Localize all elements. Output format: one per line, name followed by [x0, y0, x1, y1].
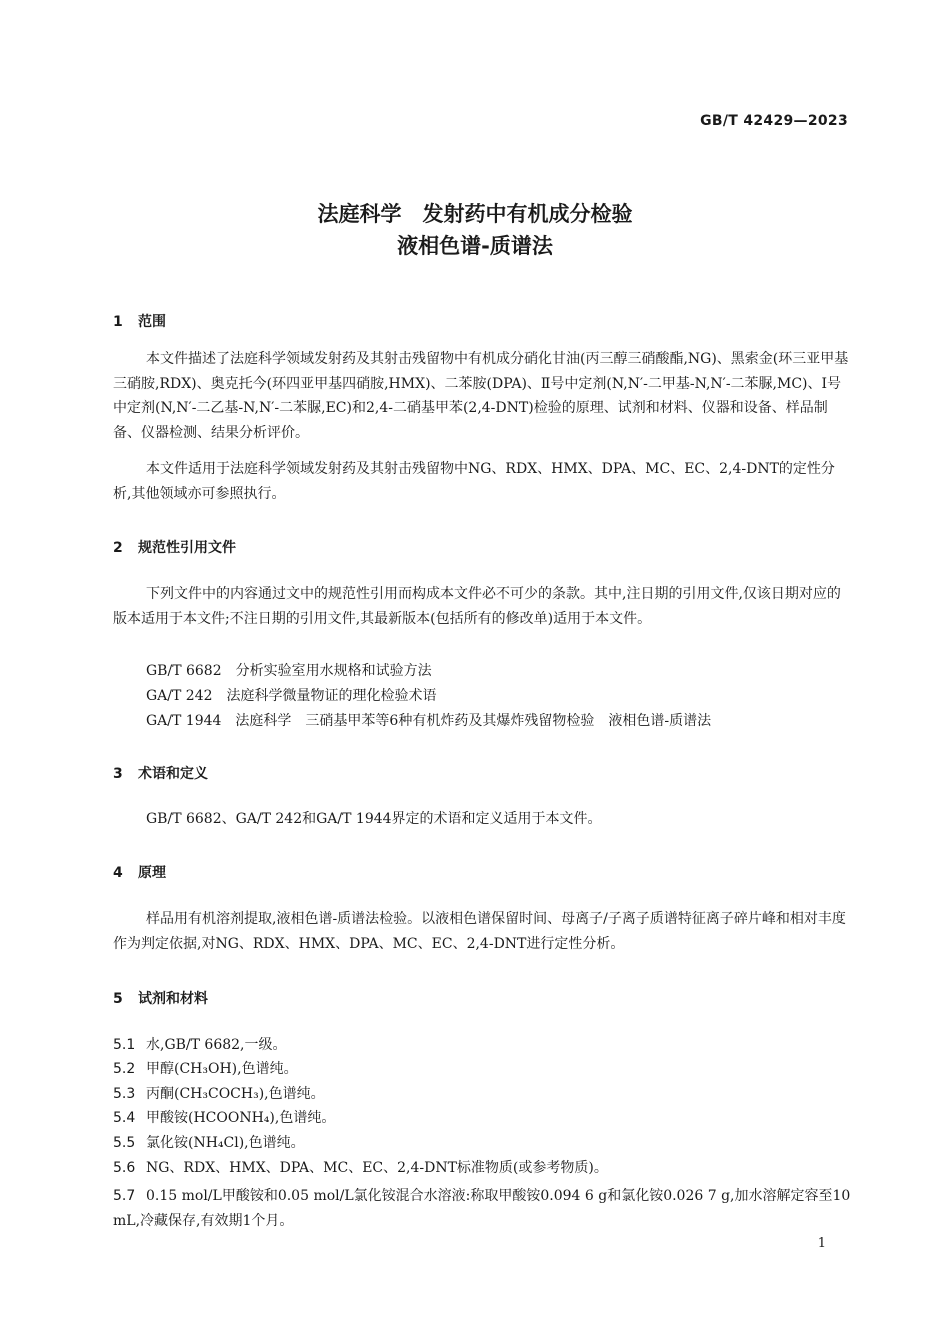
- reference-item: GB/T 6682 分析实验室用水规格和试验方法: [146, 663, 432, 679]
- section-number: 3: [113, 766, 123, 782]
- section-3-heading: [113, 763, 208, 783]
- item-number: 5.2: [113, 1061, 136, 1077]
- section-3-paragraph-1: GB/T 6682、GA/T 242和GA/T 1944界定的术语和定义适用于本文件。: [146, 811, 602, 827]
- section-2-paragraph-1: 下列文件中的内容通过文中的规范性引用而构成本文件必不可少的条款。其中,注日期的引用文件,仅该日期对应的版本适用于本文件;不注日期的引用文件,其最新版本(包括所有的修改单)适用于本文件。: [113, 586, 841, 627]
- item-number: 5.5: [113, 1135, 136, 1151]
- section-1-paragraph-1: 本文件描述了法庭科学领域发射药及其射击残留物中有机成分硝化甘油(丙三醇三硝酸酯,NG)、黑索金(环三亚甲基三硝胺,RDX)、奥克托今(环四亚甲基四硝胺,HMX)、二苯胺(DPA)、Ⅱ号中定剂(N,N′-二甲基-N,N′-二苯脲,MC)、Ⅰ号中定剂(N,N′-二乙基-N,N′-二苯脲,EC)和2,4-二硝基甲苯(2,4-DNT)检验的原理、试剂和材料、仪器和设备、样品制备、仪器检测、结果分析评价。: [113, 351, 849, 441]
- section-title: 术语和定义: [138, 766, 208, 782]
- document-subtitle: 液相色谱-质谱法: [397, 234, 553, 258]
- section-5-heading: [113, 988, 208, 1008]
- list-item: [113, 1082, 851, 1107]
- item-number: 5.6: [113, 1160, 136, 1176]
- section-title: 规范性引用文件: [138, 540, 236, 556]
- reference-item: GA/T 242 法庭科学微量物证的理化检验术语: [146, 688, 437, 704]
- section-title: 范围: [138, 314, 166, 330]
- item-text: 甲酸铵(HCOONH₄),色谱纯。: [146, 1110, 336, 1126]
- list-item: [113, 1184, 851, 1233]
- section-4-paragraph-1: 样品用有机溶剂提取,液相色谱-质谱法检验。以液相色谱保留时间、母离子/子离子质谱特征离子碎片峰和相对丰度作为判定依据,对NG、RDX、HMX、DPA、MC、EC、2,4-DNT进行定性分析。: [113, 911, 846, 952]
- item-number: 5.7: [113, 1188, 136, 1204]
- list-item: [113, 1131, 851, 1156]
- item-number: 5.4: [113, 1110, 136, 1126]
- section-number: 1: [113, 314, 123, 330]
- list-item: [113, 1106, 851, 1131]
- section-title: 原理: [138, 865, 166, 881]
- item-text: 0.15 mol/L甲酸铵和0.05 mol/L氯化铵混合水溶液:称取甲酸铵0.094 6 g和氯化铵0.026 7 g,加水溶解定容至10 mL,冷藏保存,有效期1个月。: [113, 1188, 851, 1229]
- section-1-heading: [113, 311, 166, 331]
- section-1-paragraph-2: 本文件适用于法庭科学领域发射药及其射击残留物中NG、RDX、HMX、DPA、MC、EC、2,4-DNT的定性分析,其他领域亦可参照执行。: [113, 461, 835, 502]
- section-number: 2: [113, 540, 123, 556]
- section-2-heading: [113, 537, 236, 557]
- reference-item: GA/T 1944 法庭科学 三硝基甲苯等6种有机炸药及其爆炸残留物检验 液相色谱-质谱法: [146, 713, 712, 729]
- item-number: 5.3: [113, 1086, 136, 1102]
- item-text: NG、RDX、HMX、DPA、MC、EC、2,4-DNT标准物质(或参考物质)。: [146, 1160, 608, 1176]
- list-item: [113, 1033, 851, 1058]
- item-text: 甲醇(CH₃OH),色谱纯。: [146, 1061, 298, 1077]
- list-item: [113, 1057, 851, 1082]
- section-4-heading: [113, 862, 166, 882]
- item-text: 氯化铵(NH₄Cl),色谱纯。: [146, 1135, 305, 1151]
- document-title: 法庭科学 发射药中有机成分检验: [317, 202, 633, 226]
- list-item: [113, 1156, 851, 1181]
- item-text: 水,GB/T 6682,一级。: [146, 1037, 287, 1053]
- standard-code: GB/T 42429—2023: [700, 113, 848, 129]
- item-text: 丙酮(CH₃COCH₃),色谱纯。: [146, 1086, 325, 1102]
- section-title: 试剂和材料: [138, 991, 208, 1007]
- item-number: 5.1: [113, 1037, 136, 1053]
- page-number: 1: [817, 1236, 826, 1251]
- section-number: 4: [113, 865, 123, 881]
- section-number: 5: [113, 991, 123, 1007]
